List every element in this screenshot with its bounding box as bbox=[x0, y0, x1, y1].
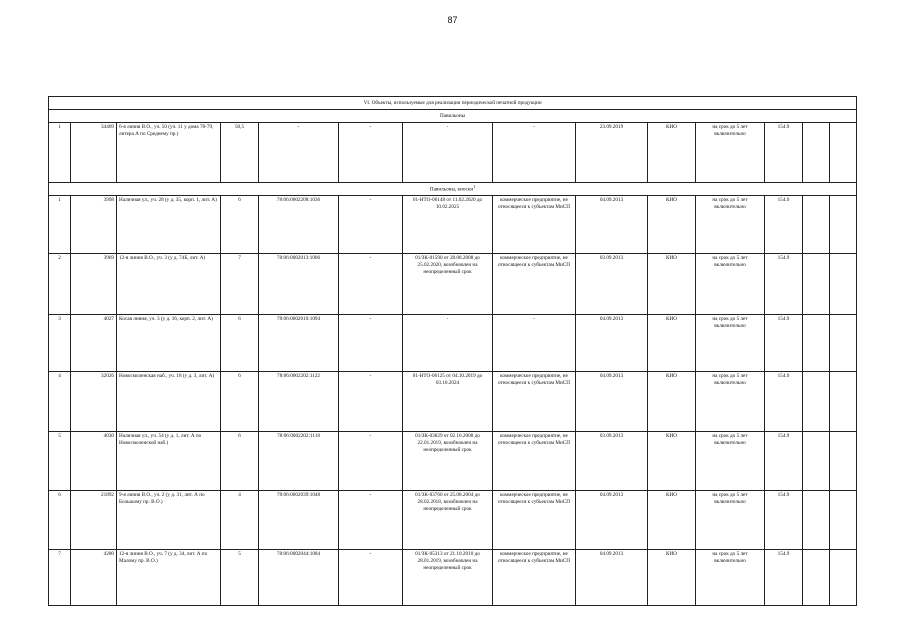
cell-cadastral: 78:06:0002010:1094 bbox=[259, 314, 339, 372]
cell-empty bbox=[803, 490, 830, 550]
cell-category: коммерческое предприятие, не относящееся к субъектам МиСП bbox=[493, 431, 576, 490]
cell-cadastral: 78:06:0002202:1122 bbox=[259, 372, 339, 432]
cell-empty bbox=[803, 253, 830, 314]
cell-address: 6-я линия В.О., уч. 50 (уч. 11 у дома 78-79, литера А по Среднему пр.) bbox=[117, 123, 221, 183]
cell-contract: 01/ЗК-03760 от 25.08.2004 до 28.02.2018, возобновлен на неопределенный срок bbox=[403, 490, 493, 550]
table-row bbox=[49, 490, 857, 550]
cell-empty bbox=[830, 431, 857, 490]
cell-code: 154.9 bbox=[765, 490, 803, 550]
cell-cadastral: 78:06:0002039:1048 bbox=[259, 490, 339, 550]
cell-empty bbox=[803, 550, 830, 606]
table-row bbox=[49, 550, 857, 606]
cell-empty bbox=[830, 490, 857, 550]
group-title-text: Павильоны, киоски bbox=[429, 186, 474, 193]
cell-code: 154.9 bbox=[765, 372, 803, 432]
cell-org: КИО bbox=[648, 550, 696, 606]
cell-id: 3998 bbox=[71, 196, 117, 254]
cell-empty bbox=[830, 196, 857, 254]
cell-date: 04.09.2013 bbox=[576, 550, 648, 606]
table-row bbox=[49, 123, 857, 183]
cell-n: 1 bbox=[49, 196, 71, 254]
table-row bbox=[49, 314, 857, 372]
cell-code: 154.9 bbox=[765, 431, 803, 490]
cell-empty bbox=[803, 431, 830, 490]
cell-address: 12-я линия В.О., уч. 3 (у д. 74Б, лит. А) bbox=[117, 253, 221, 314]
cell-id: 32026 bbox=[71, 372, 117, 432]
cell-contract: 01/ЗК-03829 от 02.10.2008 до 22.01.2019, возобновлен на неопределенный срок bbox=[403, 431, 493, 490]
cell-c6: - bbox=[339, 372, 403, 432]
cell-term: на срок до 5 лет включительно bbox=[696, 490, 765, 550]
cell-category: коммерческое предприятие, не относящееся к субъектам МиСП bbox=[493, 196, 576, 254]
cell-c6: - bbox=[339, 196, 403, 254]
cell-area: 6 bbox=[221, 314, 259, 372]
cell-empty bbox=[803, 196, 830, 254]
cell-date: 04.09.2013 bbox=[576, 196, 648, 254]
cell-c6: - bbox=[339, 431, 403, 490]
footnote-mark: 1 bbox=[473, 184, 476, 190]
table-row bbox=[49, 253, 857, 314]
cell-category: - bbox=[493, 314, 576, 372]
cell-contract: - bbox=[403, 314, 493, 372]
cell-address: Новосмоленская наб., уч. 18 (у д. 3, лит. А) bbox=[117, 372, 221, 432]
table-row bbox=[49, 431, 857, 490]
cell-cadastral: 78:06:0002208:1036 bbox=[259, 196, 339, 254]
cell-code: 154.9 bbox=[765, 196, 803, 254]
page-number: 87 bbox=[447, 15, 458, 25]
cell-term: на срок до 5 лет включительно bbox=[696, 550, 765, 606]
cell-term: на срок до 5 лет включительно bbox=[696, 123, 765, 183]
cell-empty bbox=[830, 550, 857, 606]
cell-id: 34409 bbox=[71, 123, 117, 183]
cell-area: 6 bbox=[221, 196, 259, 254]
cell-contract: 01-НТО-06125 от 04.10.2019 до 03.10.2024 bbox=[403, 372, 493, 432]
cell-category: коммерческое предприятие, не относящееся к субъектам МиСП bbox=[493, 490, 576, 550]
cell-org: КИО bbox=[648, 372, 696, 432]
cell-category: коммерческое предприятие, не относящееся к субъектам МиСП bbox=[493, 550, 576, 606]
cell-org: КИО bbox=[648, 490, 696, 550]
cell-c6: - bbox=[339, 550, 403, 606]
cell-contract: - bbox=[403, 123, 493, 183]
cell-id: 3969 bbox=[71, 253, 117, 314]
cell-empty bbox=[830, 123, 857, 183]
cell-area: 50,5 bbox=[221, 123, 259, 183]
cell-date: 03.09.2013 bbox=[576, 431, 648, 490]
cell-empty bbox=[830, 314, 857, 372]
cell-term: на срок до 5 лет включительно bbox=[696, 253, 765, 314]
cell-contract: 01/ЗК-01590 от 28.08.2008 до 25.02.2020, возобновлен на неопределенный срок bbox=[403, 253, 493, 314]
cell-org: КИО bbox=[648, 431, 696, 490]
cell-contract: 01/ЗК-05313 от 21.10.2010 до 28.01.2019, возобновлен на неопределенный срок bbox=[403, 550, 493, 606]
cell-cadastral: 78:06:0002202:1118 bbox=[259, 431, 339, 490]
cell-c6: - bbox=[339, 314, 403, 372]
cell-org: КИО bbox=[648, 314, 696, 372]
cell-date: 04.09.2013 bbox=[576, 490, 648, 550]
cell-empty bbox=[830, 253, 857, 314]
cell-n: 5 bbox=[49, 431, 71, 490]
cell-area: 7 bbox=[221, 253, 259, 314]
cell-c6: - bbox=[339, 123, 403, 183]
cell-area: 6 bbox=[221, 431, 259, 490]
cell-n: 3 bbox=[49, 314, 71, 372]
cell-n: 4 bbox=[49, 372, 71, 432]
cell-n: 6 bbox=[49, 490, 71, 550]
cell-date: 03.09.2013 bbox=[576, 253, 648, 314]
cell-area: 4 bbox=[221, 490, 259, 550]
cell-org: КИО bbox=[648, 196, 696, 254]
cell-code: 154.9 bbox=[765, 550, 803, 606]
cell-org: КИО bbox=[648, 123, 696, 183]
cell-empty bbox=[803, 314, 830, 372]
cell-code: 154.9 bbox=[765, 123, 803, 183]
group-title bbox=[49, 182, 857, 195]
cell-area: 5 bbox=[221, 550, 259, 606]
cell-empty bbox=[830, 372, 857, 432]
cell-address: 12-я линия В.О., уч. 7 (у д. 34, лит. А по Малому пр. В.О.) bbox=[117, 550, 221, 606]
cell-empty bbox=[803, 372, 830, 432]
cell-area: 6 bbox=[221, 372, 259, 432]
cell-term: на срок до 5 лет включительно bbox=[696, 314, 765, 372]
cell-code: 154.9 bbox=[765, 253, 803, 314]
table-row bbox=[49, 196, 857, 254]
group-title bbox=[49, 110, 857, 123]
cell-org: КИО bbox=[648, 253, 696, 314]
cell-code: 154.9 bbox=[765, 314, 803, 372]
cell-cadastral: 78:06:0002044:1084 bbox=[259, 550, 339, 606]
cell-date: 04.09.2013 bbox=[576, 372, 648, 432]
cell-id: 4030 bbox=[71, 431, 117, 490]
objects-table bbox=[48, 96, 857, 606]
cell-c6: - bbox=[339, 490, 403, 550]
cell-cadastral: - bbox=[259, 123, 339, 183]
cell-category: - bbox=[493, 123, 576, 183]
cell-address: Наличная ул., уч. 28 (у д. 35, корп. 1, лит. А) bbox=[117, 196, 221, 254]
cell-id: 4280 bbox=[71, 550, 117, 606]
cell-contract: 01-НТО-06148 от 11.02.2020 до 10.02.2025 bbox=[403, 196, 493, 254]
group-title-text: Павильоны bbox=[440, 112, 466, 119]
cell-term: на срок до 5 лет включительно bbox=[696, 431, 765, 490]
cell-n: 7 bbox=[49, 550, 71, 606]
cell-id: 4027 bbox=[71, 314, 117, 372]
cell-category: коммерческое предприятие, не относящееся к субъектам МиСП bbox=[493, 372, 576, 432]
cell-n: 1 bbox=[49, 123, 71, 183]
cell-address: Косая линия, уч. 3 (у д. 16, корп. 2, лит. А) bbox=[117, 314, 221, 372]
cell-date: 04.09.2013 bbox=[576, 314, 648, 372]
cell-address: 9-я линия В.О., уч. 2 (у д. 31, лит. А по Большому пр. В.О.) bbox=[117, 490, 221, 550]
cell-empty bbox=[803, 123, 830, 183]
cell-term: на срок до 5 лет включительно bbox=[696, 372, 765, 432]
cell-cadastral: 78:06:0002013:1006 bbox=[259, 253, 339, 314]
cell-term: на срок до 5 лет включительно bbox=[696, 196, 765, 254]
cell-date: 23.09.2019 bbox=[576, 123, 648, 183]
cell-id: 21892 bbox=[71, 490, 117, 550]
cell-n: 2 bbox=[49, 253, 71, 314]
section-title: VI. Объекты, используемые для реализации периодической печатной продукции bbox=[49, 97, 857, 110]
table-row bbox=[49, 372, 857, 432]
cell-address: Наличная ул., уч. 54 (у д. 1, лит. А по Новосмоленской наб.) bbox=[117, 431, 221, 490]
cell-category: коммерческое предприятие, не относящееся к субъектам МиСП bbox=[493, 253, 576, 314]
cell-c6: - bbox=[339, 253, 403, 314]
